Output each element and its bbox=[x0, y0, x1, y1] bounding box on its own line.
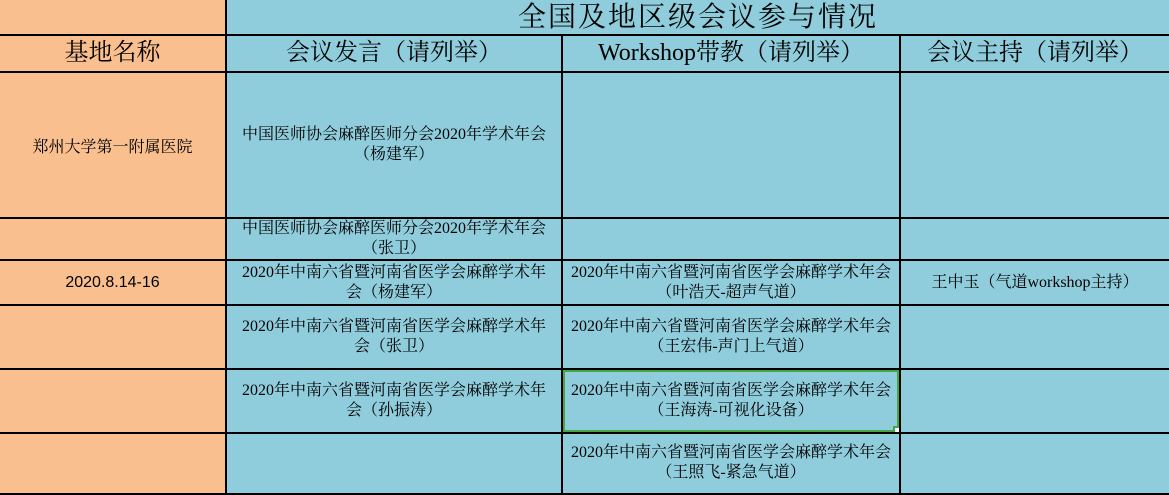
cell-base-r6[interactable] bbox=[0, 433, 226, 494]
cell-base-r2[interactable] bbox=[0, 218, 226, 260]
base-date-text: 2020.8.14-16 bbox=[65, 273, 160, 291]
cell-base-date[interactable] bbox=[0, 260, 226, 305]
cell-base-hospital[interactable] bbox=[0, 72, 226, 218]
base-hospital-text: 郑州大学第一附属医院 bbox=[32, 138, 193, 156]
speech-text-r4: 2020年中南六省暨河南省医学会麻醉学术年会（张卫） bbox=[241, 318, 546, 355]
cell-base-r5[interactable] bbox=[0, 369, 226, 433]
col-header-speech[interactable] bbox=[226, 35, 562, 72]
cell-base-r4[interactable] bbox=[0, 305, 226, 369]
cell-host-r5[interactable] bbox=[900, 369, 1169, 433]
selected-cell-workshop-r5[interactable] bbox=[562, 369, 900, 433]
speech-text-r1: 中国医师协会麻醉医师分会2020年学术年会（杨建军） bbox=[241, 126, 546, 163]
cell-host-r4[interactable] bbox=[900, 305, 1169, 369]
fill-handle[interactable] bbox=[893, 426, 900, 433]
table-row bbox=[0, 369, 1169, 433]
table-row bbox=[0, 305, 1169, 369]
cell-speech-r6[interactable] bbox=[226, 433, 562, 494]
col-header-base-name-label: 基地名称 bbox=[64, 40, 161, 66]
cell-workshop-r6[interactable] bbox=[562, 433, 900, 494]
cell-host-r3[interactable] bbox=[900, 260, 1169, 305]
cell-speech-r1[interactable] bbox=[226, 72, 562, 218]
table-row bbox=[0, 72, 1169, 218]
table-row bbox=[0, 260, 1169, 305]
cell-workshop-r3[interactable] bbox=[562, 260, 900, 305]
col-header-speech-label: 会议发言（请列举） bbox=[286, 40, 502, 66]
col-header-workshop-label: Workshop带教（请列举） bbox=[597, 40, 865, 66]
table-title-cell[interactable] bbox=[226, 0, 1169, 35]
cell-host-r1[interactable] bbox=[900, 72, 1169, 218]
table-row bbox=[0, 433, 1169, 494]
title-row bbox=[0, 0, 1169, 35]
table-title: 全国及地区级会议参与情况 bbox=[517, 1, 878, 33]
table-row bbox=[0, 218, 1169, 260]
speech-text-r5: 2020年中南六省暨河南省医学会麻醉学术年会（孙振涛） bbox=[241, 382, 546, 419]
workshop-text-r4: 2020年中南六省暨河南省医学会麻醉学术年会（王宏伟-声门上气道） bbox=[571, 318, 892, 355]
cell-host-r6[interactable] bbox=[900, 433, 1169, 494]
header-row bbox=[0, 35, 1169, 72]
cell-speech-r4[interactable] bbox=[226, 305, 562, 369]
cell-speech-r5[interactable] bbox=[226, 369, 562, 433]
workshop-text-r5: 2020年中南六省暨河南省医学会麻醉学术年会（王海涛-可视化设备） bbox=[571, 382, 892, 419]
cell-speech-r3[interactable] bbox=[226, 260, 562, 305]
workshop-text-r3: 2020年中南六省暨河南省医学会麻醉学术年会（叶浩天-超声气道） bbox=[571, 263, 892, 301]
cell-host-r2[interactable] bbox=[900, 218, 1169, 260]
cell-speech-r2[interactable] bbox=[226, 218, 562, 260]
cell-workshop-r2[interactable] bbox=[562, 218, 900, 260]
workshop-text-r6: 2020年中南六省暨河南省医学会麻醉学术年会（王照飞-紧急气道） bbox=[571, 444, 892, 482]
col-header-host-label: 会议主持（请列举） bbox=[927, 40, 1143, 66]
corner-cell[interactable] bbox=[0, 0, 226, 35]
col-header-workshop[interactable] bbox=[562, 35, 900, 72]
cell-workshop-r1[interactable] bbox=[562, 72, 900, 218]
speech-text-r2: 中国医师协会麻醉医师分会2020年学术年会（张卫） bbox=[241, 220, 546, 257]
host-text-r3: 王中玉（气道workshop主持） bbox=[931, 273, 1139, 291]
speech-text-r3: 2020年中南六省暨河南省医学会麻醉学术年会（杨建军） bbox=[241, 263, 546, 301]
cell-workshop-r4[interactable] bbox=[562, 305, 900, 369]
selection-border bbox=[562, 369, 900, 433]
col-header-base-name[interactable] bbox=[0, 35, 226, 72]
col-header-host[interactable] bbox=[900, 35, 1169, 72]
